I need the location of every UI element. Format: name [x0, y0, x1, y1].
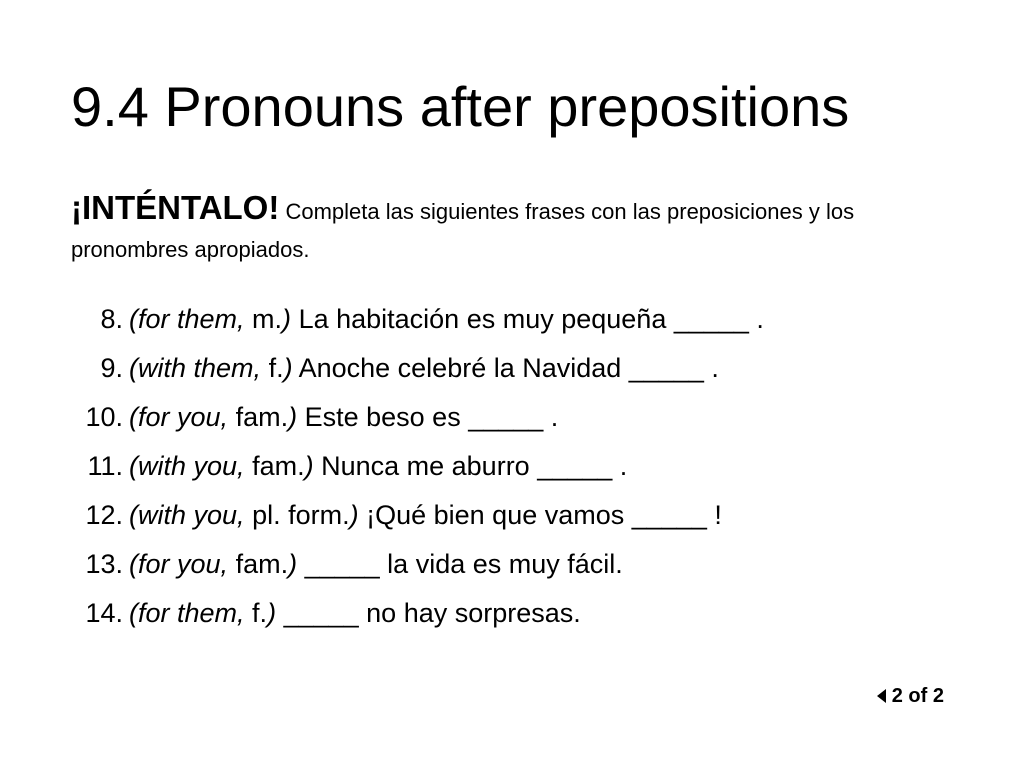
- exercise-cue-close: ): [283, 353, 293, 383]
- exercise-item-8: [71, 295, 764, 344]
- exercise-number: 14.: [85, 598, 123, 628]
- exercise-cue-note: fam.: [235, 549, 289, 579]
- exercise-cue: (with you,: [129, 451, 245, 481]
- slide-title: 9.4 Pronouns after prepositions: [71, 75, 850, 138]
- exercise-cue-close: ): [282, 304, 292, 334]
- instructions-lead: ¡INTÉNTALO!: [71, 189, 280, 226]
- exercise-sentence: _____ la vida es muy fácil.: [304, 549, 623, 579]
- exercise-item-14: [71, 589, 764, 638]
- exercise-sentence: Anoche celebré la Navidad _____ .: [298, 353, 719, 383]
- exercise-number: 13.: [85, 549, 123, 579]
- exercise-cue: (for you,: [129, 549, 229, 579]
- exercise-item-12: [71, 491, 764, 540]
- exercise-cue-note: f.: [252, 598, 268, 628]
- exercise-cue-note: pl. form.: [252, 500, 350, 530]
- exercise-number: 11.: [87, 451, 123, 481]
- triangle-left-icon[interactable]: [877, 689, 886, 703]
- exercise-sentence: La habitación es muy pequeña _____ .: [298, 304, 764, 334]
- exercise-cue: (for them,: [129, 304, 245, 334]
- instructions: [71, 189, 891, 269]
- exercise-cue-note: fam.: [252, 451, 305, 481]
- exercise-cue: (for you,: [129, 402, 229, 432]
- exercise-cue-close: ): [267, 598, 277, 628]
- exercise-sentence: Este beso es _____ .: [304, 402, 559, 432]
- exercise-cue: (with you,: [129, 500, 245, 530]
- exercise-number: 8.: [100, 304, 123, 334]
- exercise-sentence: Nunca me aburro _____ .: [321, 451, 628, 481]
- exercise-item-9: [71, 344, 764, 393]
- exercise-cue: (with them,: [129, 353, 262, 383]
- exercise-cue-close: ): [304, 451, 314, 481]
- exercise-cue-note: fam.: [235, 402, 289, 432]
- exercise-sentence: _____ no hay sorpresas.: [283, 598, 581, 628]
- exercise-list: [71, 295, 764, 638]
- instructions-text: Completa las siguientes frases con las preposiciones y los pronombres apropiados.: [71, 199, 855, 262]
- exercise-cue-close: ): [288, 549, 298, 579]
- exercise-cue-close: ): [288, 402, 298, 432]
- exercise-cue-note: f.: [268, 353, 284, 383]
- exercise-sentence: ¡Qué bien que vamos _____ !: [366, 500, 722, 530]
- exercise-cue: (for them,: [129, 598, 245, 628]
- exercise-number: 10.: [85, 402, 123, 432]
- exercise-number: 12.: [85, 500, 123, 530]
- exercise-item-13: [71, 540, 764, 589]
- exercise-item-10: [71, 393, 764, 442]
- exercise-item-11: [71, 442, 764, 491]
- exercise-cue-note: m.: [252, 304, 283, 334]
- exercise-cue-close: ): [349, 500, 359, 530]
- slide-pager: [877, 683, 944, 709]
- exercise-number: 9.: [100, 353, 123, 383]
- page-indicator: 2 of 2: [891, 685, 944, 707]
